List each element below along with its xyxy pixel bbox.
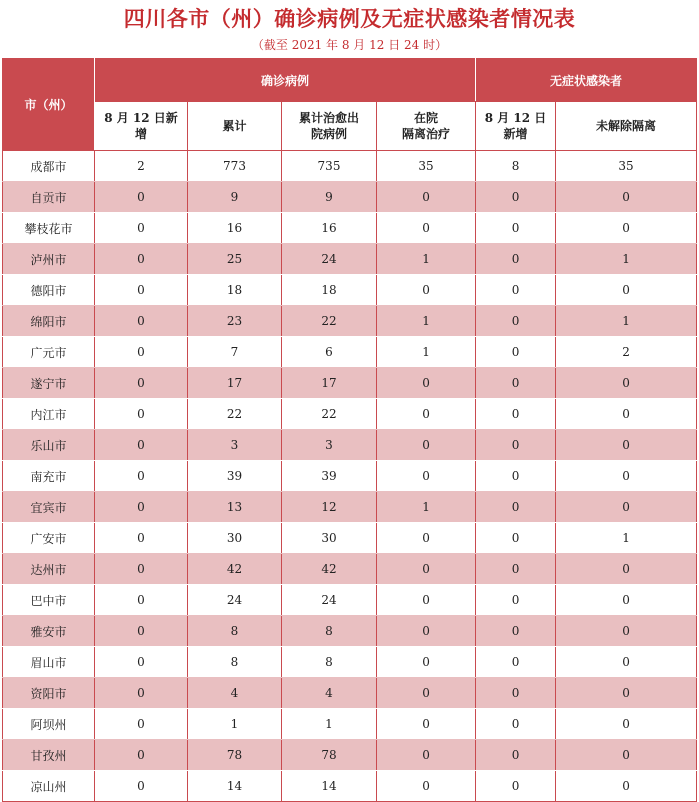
value-cell: 0 — [95, 771, 188, 802]
value-cell: 0 — [377, 430, 476, 461]
value-cell: 42 — [188, 554, 282, 585]
table-row — [3, 461, 697, 492]
city-name-cell: 泸州市 — [3, 244, 95, 275]
table-row — [3, 275, 697, 306]
value-cell: 0 — [556, 771, 697, 802]
value-cell: 8 — [188, 616, 282, 647]
header-label-line: 累计 — [222, 119, 247, 133]
value-cell: 0 — [476, 523, 556, 554]
value-cell: 1 — [377, 337, 476, 368]
value-cell: 0 — [476, 709, 556, 740]
table-row — [3, 523, 697, 554]
value-cell: 0 — [556, 492, 697, 523]
value-cell: 1 — [377, 492, 476, 523]
value-cell: 0 — [556, 275, 697, 306]
table-row — [3, 430, 697, 461]
table-row — [3, 213, 697, 244]
value-cell: 0 — [95, 616, 188, 647]
value-cell: 0 — [95, 399, 188, 430]
value-cell: 0 — [476, 492, 556, 523]
value-cell: 1 — [556, 523, 697, 554]
value-cell: 0 — [377, 461, 476, 492]
value-cell: 0 — [476, 554, 556, 585]
value-cell: 0 — [377, 182, 476, 213]
value-cell: 0 — [95, 461, 188, 492]
header-label-line: 新增 — [503, 127, 528, 141]
value-cell: 0 — [556, 678, 697, 709]
value-cell: 18 — [282, 275, 377, 306]
value-cell: 7 — [188, 337, 282, 368]
value-cell: 4 — [188, 678, 282, 709]
city-name-cell: 眉山市 — [3, 647, 95, 678]
table-header — [3, 59, 697, 151]
table-row — [3, 616, 697, 647]
value-cell: 0 — [377, 523, 476, 554]
value-cell: 16 — [188, 213, 282, 244]
value-cell: 14 — [188, 771, 282, 802]
value-cell: 0 — [95, 740, 188, 771]
value-cell: 0 — [556, 368, 697, 399]
value-cell: 0 — [377, 740, 476, 771]
value-cell: 735 — [282, 151, 377, 182]
table-row — [3, 554, 697, 585]
value-cell: 0 — [476, 306, 556, 337]
value-cell: 13 — [188, 492, 282, 523]
table-row — [3, 306, 697, 337]
value-cell: 0 — [95, 306, 188, 337]
header-under-isolation — [556, 102, 697, 151]
value-cell: 0 — [95, 647, 188, 678]
value-cell: 0 — [476, 647, 556, 678]
value-cell: 0 — [476, 616, 556, 647]
value-cell: 25 — [188, 244, 282, 275]
value-cell: 0 — [377, 647, 476, 678]
city-name-cell: 广安市 — [3, 523, 95, 554]
city-name-cell: 巴中市 — [3, 585, 95, 616]
value-cell: 22 — [282, 306, 377, 337]
header-confirmed-group: 确诊病例 — [95, 59, 476, 102]
header-label-line: 未解除隔离 — [596, 119, 657, 133]
value-cell: 35 — [377, 151, 476, 182]
city-name-cell: 达州市 — [3, 554, 95, 585]
value-cell: 0 — [377, 585, 476, 616]
value-cell: 1 — [377, 244, 476, 275]
city-name-cell: 乐山市 — [3, 430, 95, 461]
header-label-line: 隔离治疗 — [402, 127, 451, 141]
value-cell: 1 — [556, 244, 697, 275]
value-cell: 24 — [282, 585, 377, 616]
value-cell: 0 — [556, 616, 697, 647]
table-row — [3, 492, 697, 523]
city-name-cell: 遂宁市 — [3, 368, 95, 399]
value-cell: 0 — [476, 244, 556, 275]
city-name-cell: 资阳市 — [3, 678, 95, 709]
table-row — [3, 151, 697, 182]
value-cell: 9 — [282, 182, 377, 213]
value-cell: 0 — [556, 554, 697, 585]
table-body — [3, 151, 697, 802]
value-cell: 30 — [188, 523, 282, 554]
table-row — [3, 337, 697, 368]
header-new-confirmed — [95, 102, 188, 151]
header-new-asymptomatic — [476, 102, 556, 151]
header-cumulative — [188, 102, 282, 151]
table-row — [3, 399, 697, 430]
page-subtitle: （截至 2021 年 8 月 12 日 24 时） — [251, 38, 448, 52]
table-row — [3, 771, 697, 802]
value-cell: 8 — [188, 647, 282, 678]
value-cell: 0 — [476, 399, 556, 430]
value-cell: 2 — [95, 151, 188, 182]
city-name-cell: 德阳市 — [3, 275, 95, 306]
value-cell: 22 — [282, 399, 377, 430]
value-cell: 0 — [556, 399, 697, 430]
value-cell: 16 — [282, 213, 377, 244]
value-cell: 14 — [282, 771, 377, 802]
value-cell: 0 — [95, 244, 188, 275]
header-label-line: 8 月 12 日新 — [104, 111, 178, 125]
value-cell: 0 — [377, 771, 476, 802]
header-city: 市（州） — [3, 59, 95, 151]
value-cell: 0 — [556, 213, 697, 244]
header-label-line: 在院 — [414, 111, 439, 125]
value-cell: 8 — [282, 647, 377, 678]
table-row — [3, 709, 697, 740]
city-name-cell: 甘孜州 — [3, 740, 95, 771]
header-label-line: 累计治愈出 — [298, 111, 359, 125]
value-cell: 0 — [556, 709, 697, 740]
value-cell: 773 — [188, 151, 282, 182]
value-cell: 0 — [95, 709, 188, 740]
value-cell: 0 — [377, 399, 476, 430]
value-cell: 35 — [556, 151, 697, 182]
table-row — [3, 678, 697, 709]
value-cell: 0 — [377, 709, 476, 740]
value-cell: 3 — [282, 430, 377, 461]
value-cell: 1 — [188, 709, 282, 740]
table-row — [3, 244, 697, 275]
value-cell: 39 — [282, 461, 377, 492]
value-cell: 0 — [95, 182, 188, 213]
table-row — [3, 647, 697, 678]
value-cell: 0 — [476, 678, 556, 709]
value-cell: 1 — [377, 306, 476, 337]
value-cell: 0 — [556, 740, 697, 771]
value-cell: 42 — [282, 554, 377, 585]
city-name-cell: 内江市 — [3, 399, 95, 430]
header-asymptomatic-group: 无症状感染者 — [476, 59, 697, 102]
value-cell: 8 — [476, 151, 556, 182]
value-cell: 8 — [282, 616, 377, 647]
value-cell: 4 — [282, 678, 377, 709]
value-cell: 0 — [377, 616, 476, 647]
value-cell: 0 — [377, 213, 476, 244]
value-cell: 0 — [95, 585, 188, 616]
value-cell: 0 — [556, 585, 697, 616]
header-in-hospital — [377, 102, 476, 151]
value-cell: 0 — [377, 275, 476, 306]
value-cell: 0 — [95, 523, 188, 554]
value-cell: 0 — [476, 275, 556, 306]
value-cell: 1 — [282, 709, 377, 740]
value-cell: 18 — [188, 275, 282, 306]
value-cell: 78 — [282, 740, 377, 771]
header-label-line: 院病例 — [310, 127, 347, 141]
value-cell: 6 — [282, 337, 377, 368]
city-name-cell: 广元市 — [3, 337, 95, 368]
value-cell: 0 — [95, 492, 188, 523]
value-cell: 0 — [556, 461, 697, 492]
value-cell: 30 — [282, 523, 377, 554]
header-label-line: 8 月 12 日 — [484, 111, 547, 125]
city-name-cell: 成都市 — [3, 151, 95, 182]
value-cell: 0 — [95, 554, 188, 585]
value-cell: 23 — [188, 306, 282, 337]
value-cell: 2 — [556, 337, 697, 368]
value-cell: 0 — [95, 337, 188, 368]
value-cell: 39 — [188, 461, 282, 492]
value-cell: 0 — [377, 368, 476, 399]
value-cell: 24 — [188, 585, 282, 616]
value-cell: 0 — [476, 771, 556, 802]
city-name-cell: 绵阳市 — [3, 306, 95, 337]
value-cell: 0 — [556, 182, 697, 213]
value-cell: 0 — [95, 368, 188, 399]
value-cell: 0 — [556, 647, 697, 678]
header-cumulative-cured — [282, 102, 377, 151]
value-cell: 0 — [476, 337, 556, 368]
value-cell: 0 — [377, 554, 476, 585]
header-label-line: 增 — [134, 127, 147, 141]
table-row — [3, 182, 697, 213]
city-name-cell: 凉山州 — [3, 771, 95, 802]
value-cell: 0 — [377, 678, 476, 709]
value-cell: 0 — [476, 213, 556, 244]
value-cell: 12 — [282, 492, 377, 523]
value-cell: 0 — [476, 461, 556, 492]
value-cell: 0 — [476, 182, 556, 213]
case-table — [2, 58, 697, 802]
value-cell: 0 — [476, 585, 556, 616]
city-name-cell: 攀枝花市 — [3, 213, 95, 244]
value-cell: 17 — [282, 368, 377, 399]
city-name-cell: 宜宾市 — [3, 492, 95, 523]
value-cell: 0 — [95, 275, 188, 306]
value-cell: 0 — [95, 430, 188, 461]
value-cell: 0 — [95, 678, 188, 709]
table-row — [3, 585, 697, 616]
city-name-cell: 雅安市 — [3, 616, 95, 647]
value-cell: 0 — [476, 740, 556, 771]
value-cell: 0 — [476, 430, 556, 461]
value-cell: 17 — [188, 368, 282, 399]
city-name-cell: 南充市 — [3, 461, 95, 492]
city-name-cell: 阿坝州 — [3, 709, 95, 740]
table-row — [3, 368, 697, 399]
value-cell: 24 — [282, 244, 377, 275]
value-cell: 9 — [188, 182, 282, 213]
value-cell: 1 — [556, 306, 697, 337]
table-row — [3, 740, 697, 771]
value-cell: 78 — [188, 740, 282, 771]
value-cell: 0 — [95, 213, 188, 244]
value-cell: 0 — [556, 430, 697, 461]
value-cell: 0 — [476, 368, 556, 399]
page-title: 四川各市（州）确诊病例及无症状感染者情况表 — [123, 7, 576, 31]
value-cell: 3 — [188, 430, 282, 461]
value-cell: 22 — [188, 399, 282, 430]
city-name-cell: 自贡市 — [3, 182, 95, 213]
subheader-row — [3, 102, 697, 151]
